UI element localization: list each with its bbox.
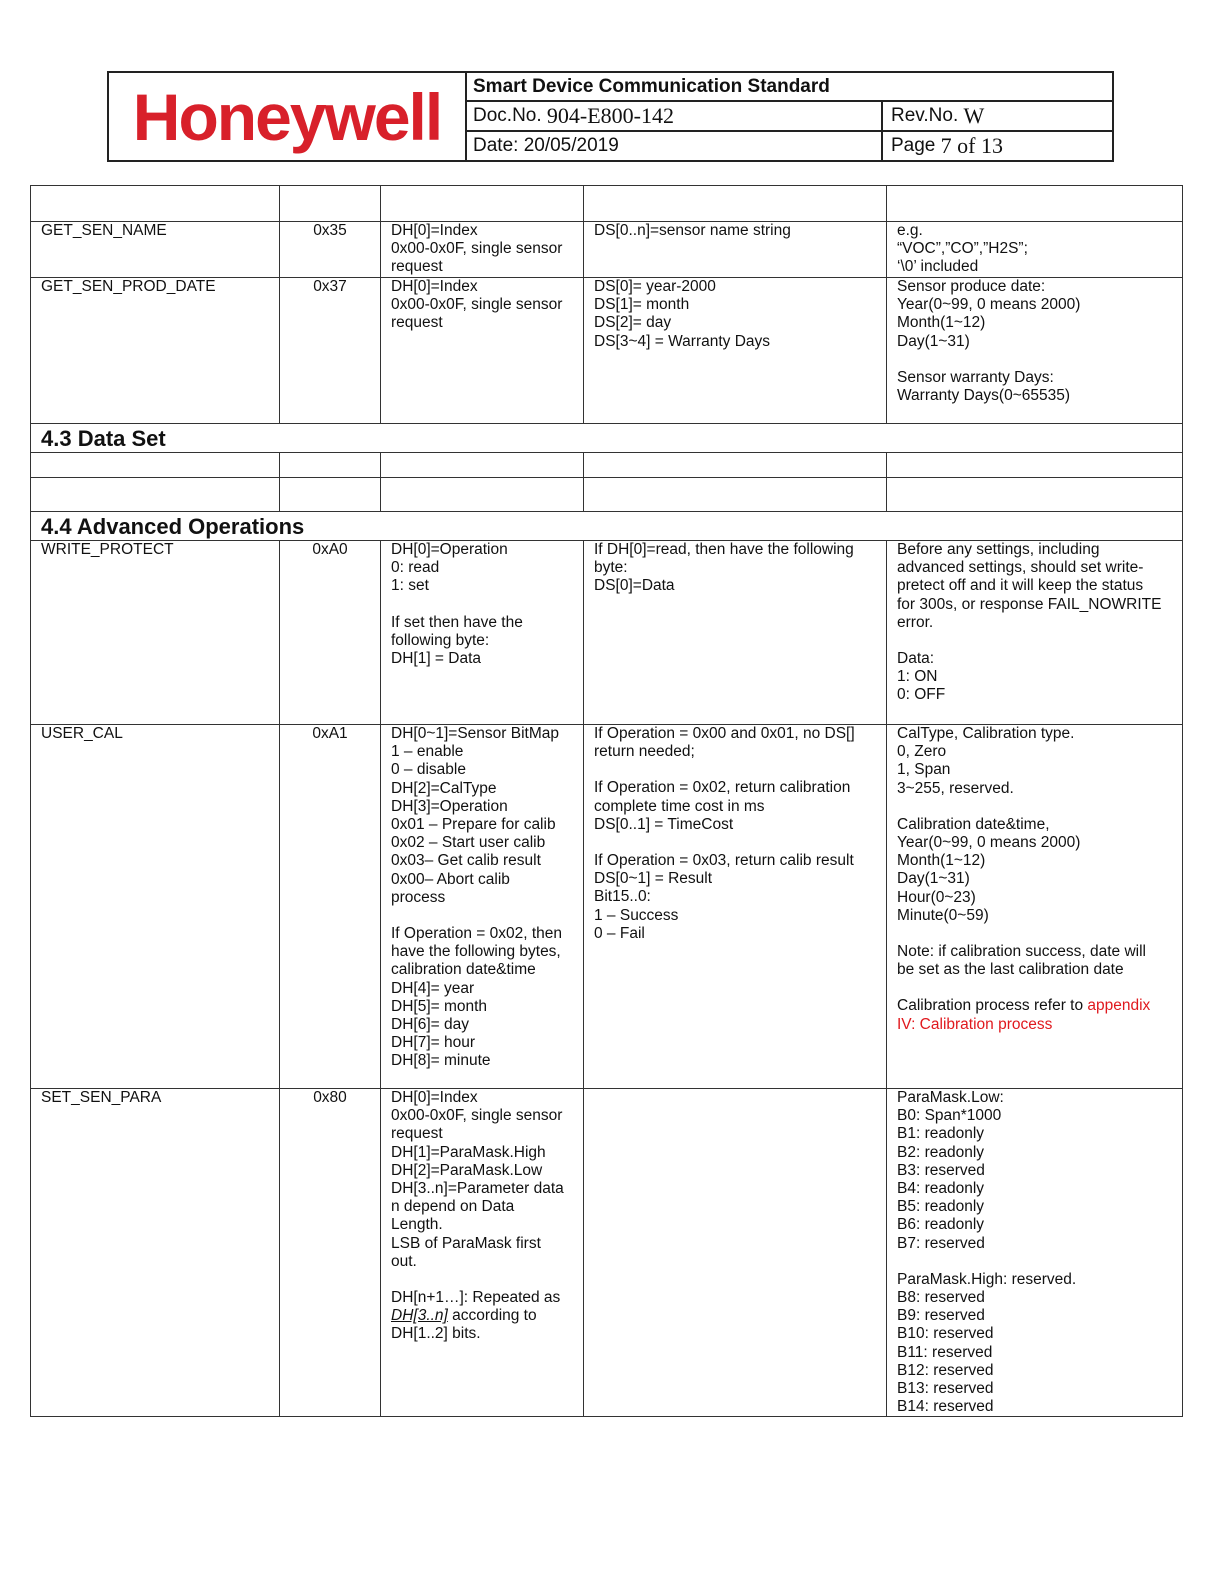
command-name: GET_SEN_NAME xyxy=(31,222,280,278)
text-line: ParaMask.Low: xyxy=(897,1089,1004,1106)
table-cell xyxy=(584,478,887,512)
remark-cell xyxy=(887,222,1183,278)
text-line: DH[1] = Data xyxy=(391,650,482,668)
request-repeat-line xyxy=(391,1307,575,1325)
text-line: Month(1~12) xyxy=(897,314,986,332)
page-number: 7 of 13 xyxy=(940,133,1003,158)
text-line: 1: set xyxy=(391,577,429,595)
text-line: B5: readonly xyxy=(897,1198,985,1216)
text-line: Data: xyxy=(897,650,935,668)
command-code: 0x37 xyxy=(280,278,381,424)
remark-cell xyxy=(887,725,1183,1089)
text-line xyxy=(391,907,575,925)
section-heading: 4.4 Advanced Operations xyxy=(31,512,1183,541)
appendix-link-continued[interactable]: IV: Calibration process xyxy=(897,1015,1053,1033)
text-line: 3~255, reserved. xyxy=(897,779,1014,797)
text-line: B10: reserved xyxy=(897,1325,994,1343)
text-line: If Operation = 0x02, then xyxy=(391,925,563,943)
text-line: Hour(0~23) xyxy=(897,888,976,906)
text-line: “VOC”,”CO”,”H2S”; xyxy=(897,240,1028,258)
text-line: DH[7]= hour xyxy=(391,1034,476,1052)
text-line: 1, Span xyxy=(897,761,951,779)
table-row xyxy=(31,541,1183,725)
text-line: DS[0..1] = TimeCost xyxy=(594,815,734,833)
text-line: 1 – enable xyxy=(391,743,464,761)
doc-label: Doc.No. xyxy=(473,105,542,126)
text-line: DH[0]=Index xyxy=(391,1089,478,1106)
command-code: 0x80 xyxy=(280,1089,381,1417)
command-name: GET_SEN_PROD_DATE xyxy=(31,278,280,424)
text-line: B7: reserved xyxy=(897,1234,985,1252)
text-line: DH[3]=Operation xyxy=(391,797,508,815)
text-line: Year(0~99, 0 means 2000) xyxy=(897,834,1081,852)
text-line: 0x01 – Prepare for calib xyxy=(391,816,556,834)
command-name: WRITE_PROTECT xyxy=(31,541,280,725)
text-line: Length. xyxy=(391,1216,443,1234)
text-line: DH[0]=Index xyxy=(391,278,478,295)
request-cell xyxy=(381,278,584,424)
text-line: DS[1]= month xyxy=(594,296,690,314)
table-row xyxy=(31,278,1183,424)
text-line: Sensor produce date: xyxy=(897,278,1046,295)
command-name: USER_CAL xyxy=(31,725,280,1089)
text-line: DH[1]=ParaMask.High xyxy=(391,1143,546,1161)
reference-text: Calibration process refer to xyxy=(897,997,1088,1015)
text-line: B0: Span*1000 xyxy=(897,1107,1002,1125)
text-line: be set as the last calibration date xyxy=(897,961,1124,979)
text-line: e.g. xyxy=(897,222,923,239)
response-cell xyxy=(584,1089,887,1417)
text-line: If Operation = 0x02, return calibration xyxy=(594,779,851,797)
text-line: B3: reserved xyxy=(897,1161,985,1179)
text-line: If DH[0]=read, then have the following xyxy=(594,541,854,558)
text-line: DH[4]= year xyxy=(391,979,475,997)
text-line: DS[0..n]=sensor name string xyxy=(594,222,791,239)
request-cell xyxy=(381,222,584,278)
text-line: If set then have the xyxy=(391,613,523,631)
request-lines xyxy=(391,1089,575,1307)
table-row xyxy=(31,478,1183,512)
section-heading: 4.3 Data Set xyxy=(31,424,1183,453)
text-line: return needed; xyxy=(594,743,695,761)
rev-number: W xyxy=(963,103,985,128)
text-line: 0, Zero xyxy=(897,743,947,761)
document-title xyxy=(465,73,1112,102)
text-line: DH[3..n]=Parameter data xyxy=(391,1180,564,1198)
text-line: Note: if calibration success, date will xyxy=(897,943,1146,961)
table-cell xyxy=(887,478,1183,512)
date-page-row xyxy=(465,132,1112,160)
remark-lines xyxy=(897,725,1174,997)
text-line: B2: readonly xyxy=(897,1143,985,1161)
text-line: 0: OFF xyxy=(897,686,946,704)
request-cell xyxy=(381,1089,584,1417)
date-label: Date: xyxy=(473,135,519,156)
response-cell xyxy=(584,541,887,725)
remark-cell xyxy=(887,1089,1183,1417)
text-line xyxy=(391,1271,575,1289)
calibration-reference xyxy=(897,997,1174,1033)
text-line: advanced settings, should set write- xyxy=(897,559,1144,577)
text-line: Sensor warranty Days: xyxy=(897,368,1054,386)
text-line: B8: reserved xyxy=(897,1289,985,1307)
table-row xyxy=(31,222,1183,278)
text-line: Bit15..0: xyxy=(594,888,651,906)
text-line xyxy=(594,761,878,779)
text-line: CalType, Calibration type. xyxy=(897,725,1075,742)
text-line: byte: xyxy=(594,559,628,577)
table-cell xyxy=(31,478,280,512)
table-row xyxy=(31,186,1183,222)
text-line: 1 – Success xyxy=(594,906,679,924)
text-line: DH[0~1]=Sensor BitMap xyxy=(391,725,560,742)
text-line: 0 – Fail xyxy=(594,924,645,942)
table-row xyxy=(31,1089,1183,1417)
text-line: B4: readonly xyxy=(897,1180,985,1198)
section-row xyxy=(31,512,1183,541)
title-text: Smart Device Communication Standard xyxy=(473,75,830,97)
request-text: according to xyxy=(447,1307,537,1325)
text-line: request xyxy=(391,314,443,332)
text-line: DH[2]=ParaMask.Low xyxy=(391,1161,543,1179)
text-line: Calibration date&time, xyxy=(897,815,1050,833)
text-line: If Operation = 0x00 and 0x01, no DS[] xyxy=(594,725,855,742)
text-line: Day(1~31) xyxy=(897,332,970,350)
section-row xyxy=(31,424,1183,453)
text-line: DH[8]= minute xyxy=(391,1052,491,1070)
text-line: DH[0]=Index xyxy=(391,222,478,239)
date-cell xyxy=(465,132,883,160)
text-line: DH[2]=CalType xyxy=(391,779,497,797)
text-line: DH[n+1…]: Repeated as xyxy=(391,1289,561,1307)
text-line: Minute(0~59) xyxy=(897,906,989,924)
text-line: ‘\0’ included xyxy=(897,258,979,276)
text-line: DH[5]= month xyxy=(391,997,488,1015)
command-name: SET_SEN_PARA xyxy=(31,1089,280,1417)
text-line: If Operation = 0x03, return calib result xyxy=(594,852,854,870)
text-line: B9: reserved xyxy=(897,1307,985,1325)
text-line: B1: readonly xyxy=(897,1125,985,1143)
text-line: complete time cost in ms xyxy=(594,797,765,815)
text-line: n depend on Data xyxy=(391,1198,515,1216)
text-line: following byte: xyxy=(391,631,490,649)
logo-text: Honeywell xyxy=(132,79,442,154)
table-row xyxy=(31,453,1183,478)
rev-number-cell xyxy=(883,102,1112,130)
table-cell xyxy=(280,186,381,222)
page-cell xyxy=(883,132,1112,160)
text-line: B11: reserved xyxy=(897,1343,993,1361)
text-line: Year(0~99, 0 means 2000) xyxy=(897,296,1081,314)
response-cell xyxy=(584,725,887,1089)
text-line: LSB of ParaMask first xyxy=(391,1234,541,1252)
text-line: for 300s, or response FAIL_NOWRITE xyxy=(897,595,1162,613)
text-line: request xyxy=(391,258,443,276)
text-line: pretect off and it will keep the status xyxy=(897,577,1144,595)
text-line: Before any settings, including xyxy=(897,541,1100,558)
text-line: B14: reserved xyxy=(897,1398,994,1416)
text-line: B13: reserved xyxy=(897,1380,994,1398)
page-label: Page xyxy=(891,135,936,156)
text-line: out. xyxy=(391,1252,417,1270)
command-code: 0xA1 xyxy=(280,725,381,1089)
request-cell xyxy=(381,541,584,725)
request-text: DH[1..2] bits. xyxy=(391,1325,481,1343)
text-line: 0 – disable xyxy=(391,761,466,779)
doc-number: 904-E800-142 xyxy=(546,103,675,128)
text-line: 0x00– Abort calib xyxy=(391,870,510,888)
text-line: 0x00-0x0F, single sensor xyxy=(391,1107,563,1125)
date-value: 20/05/2019 xyxy=(523,135,619,156)
rev-label: Rev.No. xyxy=(891,105,959,126)
text-line xyxy=(897,1253,1174,1271)
text-line xyxy=(391,596,575,614)
text-line xyxy=(897,632,1174,650)
text-line: 0x00-0x0F, single sensor xyxy=(391,240,563,258)
table-cell xyxy=(584,186,887,222)
doc-rev-row xyxy=(465,102,1112,132)
text-line: B6: readonly xyxy=(897,1216,985,1234)
table-cell xyxy=(31,453,280,478)
command-code: 0x35 xyxy=(280,222,381,278)
text-line: request xyxy=(391,1125,443,1143)
text-line: Month(1~12) xyxy=(897,852,986,870)
text-line xyxy=(897,798,1174,816)
text-line xyxy=(897,925,1174,943)
table-row xyxy=(31,725,1183,1089)
text-line xyxy=(897,351,1174,369)
text-line: 0x02 – Start user calib xyxy=(391,834,546,852)
remark-cell xyxy=(887,541,1183,725)
remark-cell xyxy=(887,278,1183,424)
table-cell xyxy=(887,453,1183,478)
text-line: B12: reserved xyxy=(897,1361,994,1379)
text-line xyxy=(594,834,878,852)
text-line: DH[0]=Operation xyxy=(391,541,508,558)
text-line: 0: read xyxy=(391,559,440,577)
table-cell xyxy=(31,186,280,222)
text-line: 1: ON xyxy=(897,668,938,686)
table-cell xyxy=(280,453,381,478)
response-cell xyxy=(584,278,887,424)
text-line: have the following bytes, xyxy=(391,943,561,961)
table-cell xyxy=(584,453,887,478)
text-line: DS[3~4] = Warranty Days xyxy=(594,332,771,350)
table-cell xyxy=(381,453,584,478)
text-line: 0x03– Get calib result xyxy=(391,852,541,870)
text-line: DS[0]=Data xyxy=(594,577,675,595)
text-line: DS[0]= year-2000 xyxy=(594,278,716,295)
response-cell xyxy=(584,222,887,278)
text-line: DH[6]= day xyxy=(391,1016,469,1034)
table-cell xyxy=(887,186,1183,222)
text-line: Day(1~31) xyxy=(897,870,970,888)
text-line: error. xyxy=(897,613,934,631)
text-line: Warranty Days(0~65535) xyxy=(897,387,1071,405)
text-line: 0x00-0x0F, single sensor xyxy=(391,296,563,314)
text-line: ParaMask.High: reserved. xyxy=(897,1270,1077,1288)
document-header xyxy=(107,71,1114,162)
command-code: 0xA0 xyxy=(280,541,381,725)
table-cell xyxy=(280,478,381,512)
table-cell xyxy=(381,186,584,222)
text-line xyxy=(897,979,1174,997)
doc-number-cell xyxy=(465,102,883,130)
appendix-link[interactable]: appendix xyxy=(1087,997,1151,1015)
underlined-range: DH[3..n] xyxy=(391,1307,448,1325)
command-table xyxy=(30,185,1183,1417)
text-line: DS[2]= day xyxy=(594,314,672,332)
table-cell xyxy=(381,478,584,512)
text-line: calibration date&time xyxy=(391,961,536,979)
request-cell xyxy=(381,725,584,1089)
text-line: process xyxy=(391,888,446,906)
honeywell-logo xyxy=(109,73,467,160)
text-line: DS[0~1] = Result xyxy=(594,870,713,888)
